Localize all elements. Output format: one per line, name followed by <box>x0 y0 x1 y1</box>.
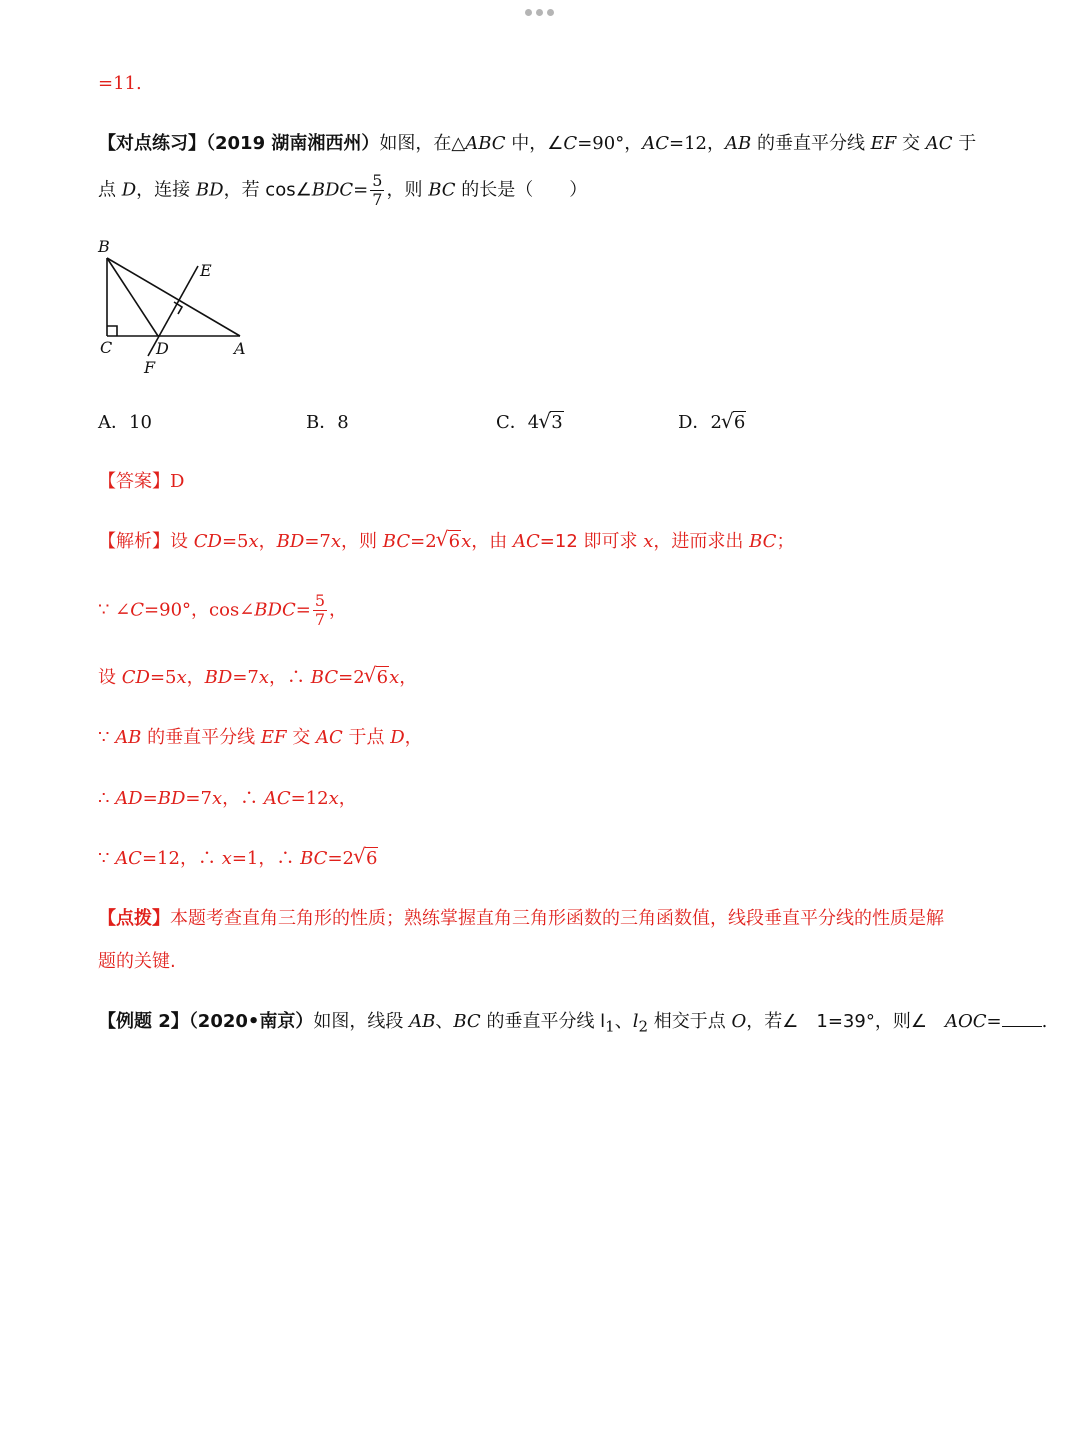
radicand: 6 <box>448 531 461 552</box>
text: ∵ ∠ <box>98 599 131 621</box>
numerator: 5 <box>314 591 325 610</box>
var: l <box>632 1011 639 1032</box>
var: x <box>248 531 259 552</box>
text: =7 <box>232 667 259 688</box>
example-tag: 【例题 2】 <box>98 1011 189 1032</box>
text: ， <box>338 788 357 809</box>
var: BC <box>749 531 777 552</box>
text: 于点 <box>342 727 391 748</box>
text: ，进而求出 <box>653 531 750 552</box>
text: =90°，cos∠ <box>144 599 255 621</box>
fraction <box>370 172 384 209</box>
text: 相交于点 <box>648 1011 732 1032</box>
var: BD <box>204 667 233 688</box>
var: AB <box>115 727 142 748</box>
var: x <box>389 667 400 688</box>
label-d: D <box>156 339 169 358</box>
denominator: 7 <box>372 190 383 209</box>
text: =2 <box>410 531 437 552</box>
text: ，由 <box>471 531 513 552</box>
text: ， <box>399 667 418 688</box>
var: BD <box>157 788 186 809</box>
label-b: B <box>98 237 110 256</box>
tip-text: 本题考查直角三角形的性质；熟练掌握直角三角形函数的三角函数值，线段垂直平分线的性质是解 <box>170 908 944 929</box>
option-coefficient: 4 <box>527 412 540 433</box>
radicand: 6 <box>366 848 378 869</box>
text: 于 <box>952 133 977 154</box>
var: EF <box>260 727 287 748</box>
text: =2 <box>327 848 354 869</box>
var: ABC <box>465 133 506 154</box>
text: =5 <box>221 531 249 552</box>
text: 交 <box>286 727 316 748</box>
var: BC <box>428 179 456 201</box>
text: ，若∠ 1=39°，则∠ <box>746 1011 945 1032</box>
var: BC <box>453 1011 481 1032</box>
tip-line-1 <box>98 905 944 933</box>
var: x <box>643 531 654 552</box>
text: =12， <box>668 133 725 154</box>
answer-blank[interactable] <box>1002 1010 1042 1027</box>
text: =12 即可求 <box>539 531 644 552</box>
option-value: 10 <box>129 412 152 433</box>
var: AC <box>642 133 669 154</box>
text: =7 <box>185 788 212 809</box>
segment-ab <box>107 258 240 336</box>
text: ； <box>776 531 795 552</box>
example-line <box>98 1008 1047 1041</box>
sqrt <box>722 412 746 433</box>
option-label: B． <box>306 412 338 433</box>
text: =90°， <box>577 133 643 154</box>
var: D <box>121 179 137 201</box>
text: ，则 <box>386 179 429 201</box>
var: AC <box>513 531 540 552</box>
subscript: 1 <box>605 1017 615 1036</box>
option-c[interactable] <box>496 408 564 434</box>
radicand: 6 <box>733 412 746 433</box>
text: ，∴ <box>222 788 264 809</box>
label-a: A <box>234 339 246 358</box>
var: AC <box>115 848 142 869</box>
text: =1，∴ <box>231 848 301 869</box>
text: ， <box>186 667 205 688</box>
window-handle[interactable] <box>525 9 554 16</box>
text: =12，∴ <box>141 848 222 869</box>
text: =5 <box>149 667 177 688</box>
var: D <box>390 727 405 748</box>
var: AB <box>724 133 752 154</box>
radicand: 6 <box>376 667 389 688</box>
text: ， <box>258 531 277 552</box>
text: ，则 <box>341 531 383 552</box>
text: 交 <box>896 133 926 154</box>
var: BDC <box>254 599 296 621</box>
var: BC <box>310 667 339 688</box>
text: ， <box>404 727 423 748</box>
var: C <box>563 133 578 154</box>
step-5 <box>98 845 378 873</box>
option-coefficient: 2 <box>710 412 722 433</box>
text: ∴ <box>98 788 116 809</box>
practice-line-2 <box>98 172 587 209</box>
text: 、 <box>435 1011 454 1032</box>
text: ，连接 <box>136 179 196 201</box>
text: =12 <box>290 788 329 809</box>
var: BD <box>195 179 224 201</box>
tip-tag: 【点拨】 <box>98 908 170 929</box>
text: =7 <box>304 531 331 552</box>
radicand: 3 <box>551 412 563 433</box>
right-angle-mark-c <box>107 326 117 336</box>
step-1 <box>98 592 347 629</box>
text: 的长是（ ） <box>455 179 588 201</box>
var: x <box>221 848 232 869</box>
var: x <box>328 788 339 809</box>
handle-dot <box>536 9 543 16</box>
text: ∵ <box>98 848 116 869</box>
step-2 <box>98 664 417 692</box>
subscript: 2 <box>638 1017 649 1036</box>
text: 中，∠ <box>505 133 564 154</box>
var: x <box>330 531 342 552</box>
option-value: 8 <box>337 412 349 433</box>
sqrt <box>539 412 563 433</box>
practice-line-1 <box>98 130 976 158</box>
analysis-line <box>98 528 794 556</box>
option-b[interactable] <box>306 408 349 434</box>
text: 点 <box>98 179 122 201</box>
text: = <box>295 599 311 621</box>
sqrt <box>354 845 378 873</box>
label-c: C <box>100 338 113 357</box>
text: ， <box>329 599 347 621</box>
var: O <box>731 1011 747 1032</box>
handle-dot <box>525 9 532 16</box>
step-4 <box>98 785 357 813</box>
option-label: C． <box>496 412 528 433</box>
text: = <box>353 179 369 201</box>
answer-line <box>98 468 184 496</box>
label-f: F <box>144 358 156 376</box>
text: 如图，在△ <box>379 133 466 154</box>
practice-tag: 【对点练习】 <box>98 133 206 154</box>
option-label: A． <box>98 412 129 433</box>
var: CD <box>121 667 150 688</box>
var: x <box>258 667 270 688</box>
var: AD <box>115 788 143 809</box>
var: AC <box>925 133 953 154</box>
text: 的垂直平分线 <box>141 727 261 748</box>
numerator: 5 <box>372 171 383 190</box>
answer-tag: 【答案】 <box>98 471 170 492</box>
text: 的垂直平分线 l <box>480 1011 606 1032</box>
text: = <box>142 788 158 809</box>
previous-result: =11. <box>98 73 142 94</box>
label-e: E <box>200 261 212 280</box>
var: x <box>461 531 472 552</box>
triangle-figure <box>92 236 262 376</box>
var: BD <box>276 531 305 552</box>
text: ，若 cos∠ <box>223 179 312 201</box>
fraction <box>313 592 327 629</box>
practice-source: （2019 湖南湘西州） <box>206 133 380 154</box>
var: EF <box>870 133 897 154</box>
text: 设 <box>170 531 194 552</box>
var: AB <box>409 1011 436 1032</box>
text: = <box>986 1011 1002 1032</box>
text: 设 <box>98 667 122 688</box>
var: x <box>211 788 223 809</box>
var: BC <box>382 531 411 552</box>
example-source: （2020•南京） <box>188 1011 314 1032</box>
sqrt <box>437 528 461 556</box>
text: 、 <box>614 1011 633 1032</box>
text: 如图，线段 <box>313 1011 410 1032</box>
var: AOC <box>944 1011 987 1032</box>
sqrt <box>365 664 389 692</box>
tip-line-2: 题的关键. <box>98 951 176 972</box>
analysis-tag: 【解析】 <box>98 531 170 552</box>
var: C <box>130 599 145 621</box>
text: ，∴ <box>269 667 311 688</box>
var: CD <box>193 531 222 552</box>
segment-bd <box>107 258 158 336</box>
step-3 <box>98 724 423 752</box>
var: x <box>176 667 187 688</box>
var: AC <box>315 727 343 748</box>
text: ∵ <box>98 727 116 748</box>
var: BC <box>300 848 328 869</box>
text: =2 <box>338 667 365 688</box>
var: BDC <box>311 179 354 201</box>
denominator: 7 <box>314 610 325 629</box>
handle-dot <box>547 9 554 16</box>
text: . <box>1041 1011 1048 1032</box>
option-label: D． <box>678 412 711 433</box>
var: AC <box>263 788 291 809</box>
option-a[interactable] <box>98 408 152 434</box>
option-d[interactable] <box>678 408 746 434</box>
text: 的垂直平分线 <box>751 133 871 154</box>
answer-value: D <box>170 471 185 492</box>
